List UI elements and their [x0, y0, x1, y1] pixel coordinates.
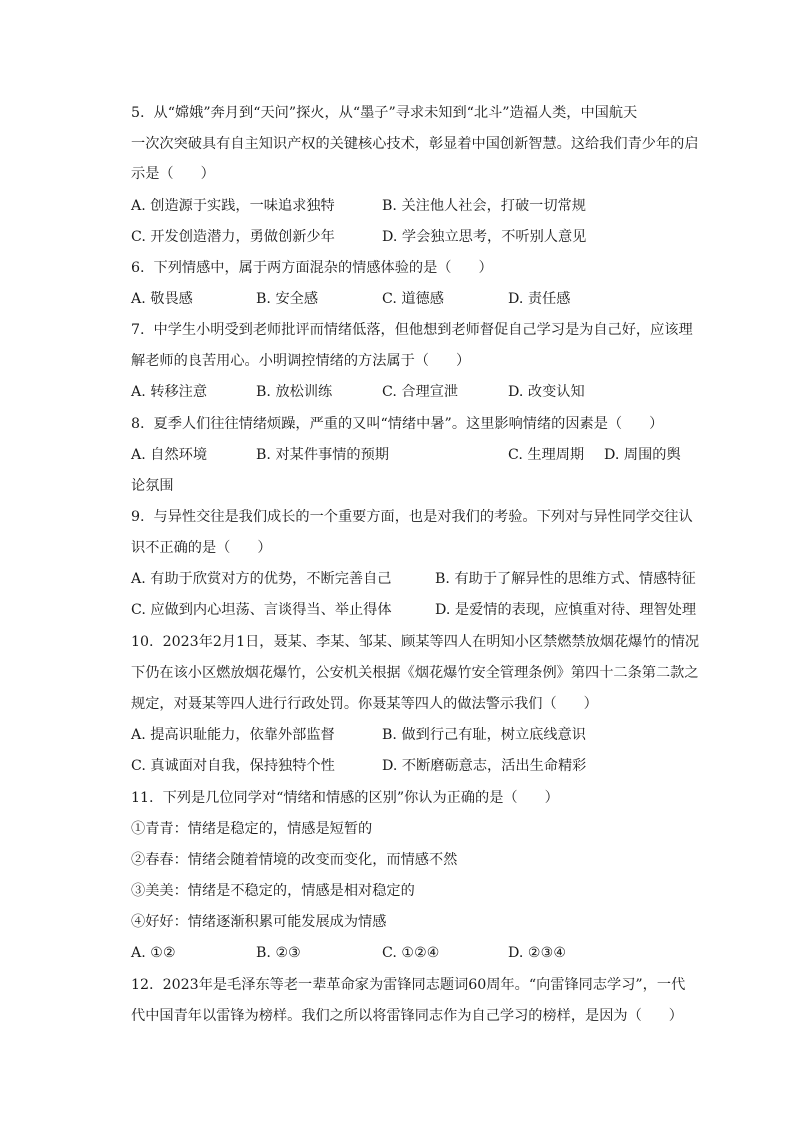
question-5-option-a: A. 创造源于实践，一味追求独特 — [131, 198, 335, 214]
question-11-text: 11. 下列是几位同学对“情绪和情感的区别”你认为正确的是（ ） — [131, 790, 559, 806]
question-8-option-d-continuation: 论氛围 — [131, 478, 174, 494]
question-6-option-d: D. 责任感 — [508, 291, 571, 307]
question-11-option-c: C. ①②④ — [382, 945, 440, 961]
question-9-text-line-2: 识不正确的是（ ） — [131, 540, 272, 556]
question-7-option-b: B. 放松训练 — [256, 384, 333, 400]
question-5-option-c: C. 开发创造潜力，勇做创新少年 — [131, 229, 335, 245]
question-9-text-line-1: 9. 与异性交往是我们成长的一个重要方面，也是对我们的考验。下列对与异性同学交往认 — [131, 509, 693, 525]
question-7-text-line-2: 解老师的良苦用心。小明调控情绪的方法属于（ ） — [131, 353, 471, 369]
question-6-option-b: B. 安全感 — [256, 291, 319, 307]
question-5-option-d: D. 学会独立思考，不听别人意见 — [382, 229, 587, 245]
question-10-option-c: C. 真诚面对自我，保持独特个性 — [131, 758, 335, 774]
question-10-text-line-1: 10. 2023年2月1日，聂某、李某、邹某、顾某等四人在明知小区禁燃禁放烟花爆竹的情况 — [131, 634, 700, 650]
question-11-statement-4: ④好好：情绪逐渐积累可能发展成为情感 — [131, 914, 387, 930]
question-11-option-b: B. ②③ — [256, 945, 301, 961]
question-8-option-c: C. 生理周期 — [508, 447, 585, 463]
question-5-text-line-1: 5. 从“嫦娥”奔月到“天问”探火，从“墨子”寻求未知到“北斗”造福人类，中国航天 — [131, 105, 638, 121]
question-7-option-c: C. 合理宣泄 — [382, 384, 459, 400]
question-7-text-line-1: 7. 中学生小明受到老师批评而情绪低落，但他想到老师督促自己学习是为自己好，应该理 — [131, 322, 693, 338]
question-12-text-line-2: 代中国青年以雷锋为榜样。我们之所以将雷锋同志作为自己学习的榜样，是因为（ ） — [131, 1008, 683, 1024]
question-9-options-2 — [0, 600, 794, 620]
question-10-option-a: A. 提高识耻能力，依靠外部监督 — [131, 727, 335, 743]
question-11-options — [0, 943, 794, 963]
question-9-options — [0, 569, 794, 589]
question-8-options — [0, 445, 794, 465]
question-11-statement-1: ①青青：情绪是稳定的，情感是短暂的 — [131, 821, 373, 837]
question-5-options — [0, 196, 794, 216]
question-9-option-a: A. 有助于欣赏对方的优势，不断完善自己 — [131, 571, 392, 587]
question-5-options-2 — [0, 227, 794, 247]
question-5-text-line-3: 示是（ ） — [131, 166, 215, 182]
question-6-option-a: A. 敬畏感 — [131, 291, 193, 307]
question-9-option-c: C. 应做到内心坦荡、言谈得当、举止得体 — [131, 602, 392, 618]
question-11-option-a: A. ①② — [131, 945, 176, 961]
question-7-options — [0, 382, 794, 402]
question-10-option-b: B. 做到行己有耻，树立底线意识 — [382, 727, 586, 743]
question-9-option-b: B. 有助于了解异性的思维方式、情感特征 — [435, 571, 696, 587]
question-8-option-b: B. 对某件事情的预期 — [256, 447, 389, 463]
question-10-text-line-2: 下仍在该小区燃放烟花爆竹，公安机关根据《烟花爆竹安全管理条例》第四十二条第二款之 — [131, 665, 699, 681]
question-6-text: 6. 下列情感中，属于两方面混杂的情感体验的是（ ） — [131, 260, 493, 276]
question-7-option-a: A. 转移注意 — [131, 384, 208, 400]
question-6-option-c: C. 道德感 — [382, 291, 444, 307]
question-5-text-line-2: 一次次突破具有自主知识产权的关键核心技术，彰显着中国创新智慧。这给我们青少年的启 — [131, 136, 699, 152]
question-9-option-d: D. 是爱情的表现，应慎重对待、理智处理 — [435, 602, 697, 618]
question-10-option-d: D. 不断磨砺意志，活出生命精彩 — [382, 758, 587, 774]
question-8-text: 8. 夏季人们往往情绪烦躁，严重的又叫“情绪中暑”。这里影响情绪的因素是（ ） — [131, 416, 664, 432]
question-11-option-d: D. ②③④ — [508, 945, 567, 961]
question-5-option-b: B. 关注他人社会，打破一切常规 — [382, 198, 586, 214]
question-10-text-line-3: 规定，对聂某等四人进行行政处罚。你聂某等四人的做法警示我们（ ） — [131, 696, 598, 712]
question-10-options-2 — [0, 756, 794, 776]
question-7-option-d: D. 改变认知 — [508, 384, 585, 400]
question-11-statement-3: ③美美：情绪是不稳定的，情感是相对稳定的 — [131, 883, 415, 899]
question-8-option-d: D. 周围的舆 — [604, 447, 681, 463]
question-8-option-a: A. 自然环境 — [131, 447, 208, 463]
question-10-options — [0, 725, 794, 745]
question-6-options — [0, 289, 794, 309]
question-11-statement-2: ②春春：情绪会随着情境的改变而变化，而情感不然 — [131, 852, 458, 868]
question-12-text-line-1: 12. 2023年是毛泽东等老一辈革命家为雷锋同志题词60周年。“向雷锋同志学习”，一代 — [131, 977, 686, 993]
